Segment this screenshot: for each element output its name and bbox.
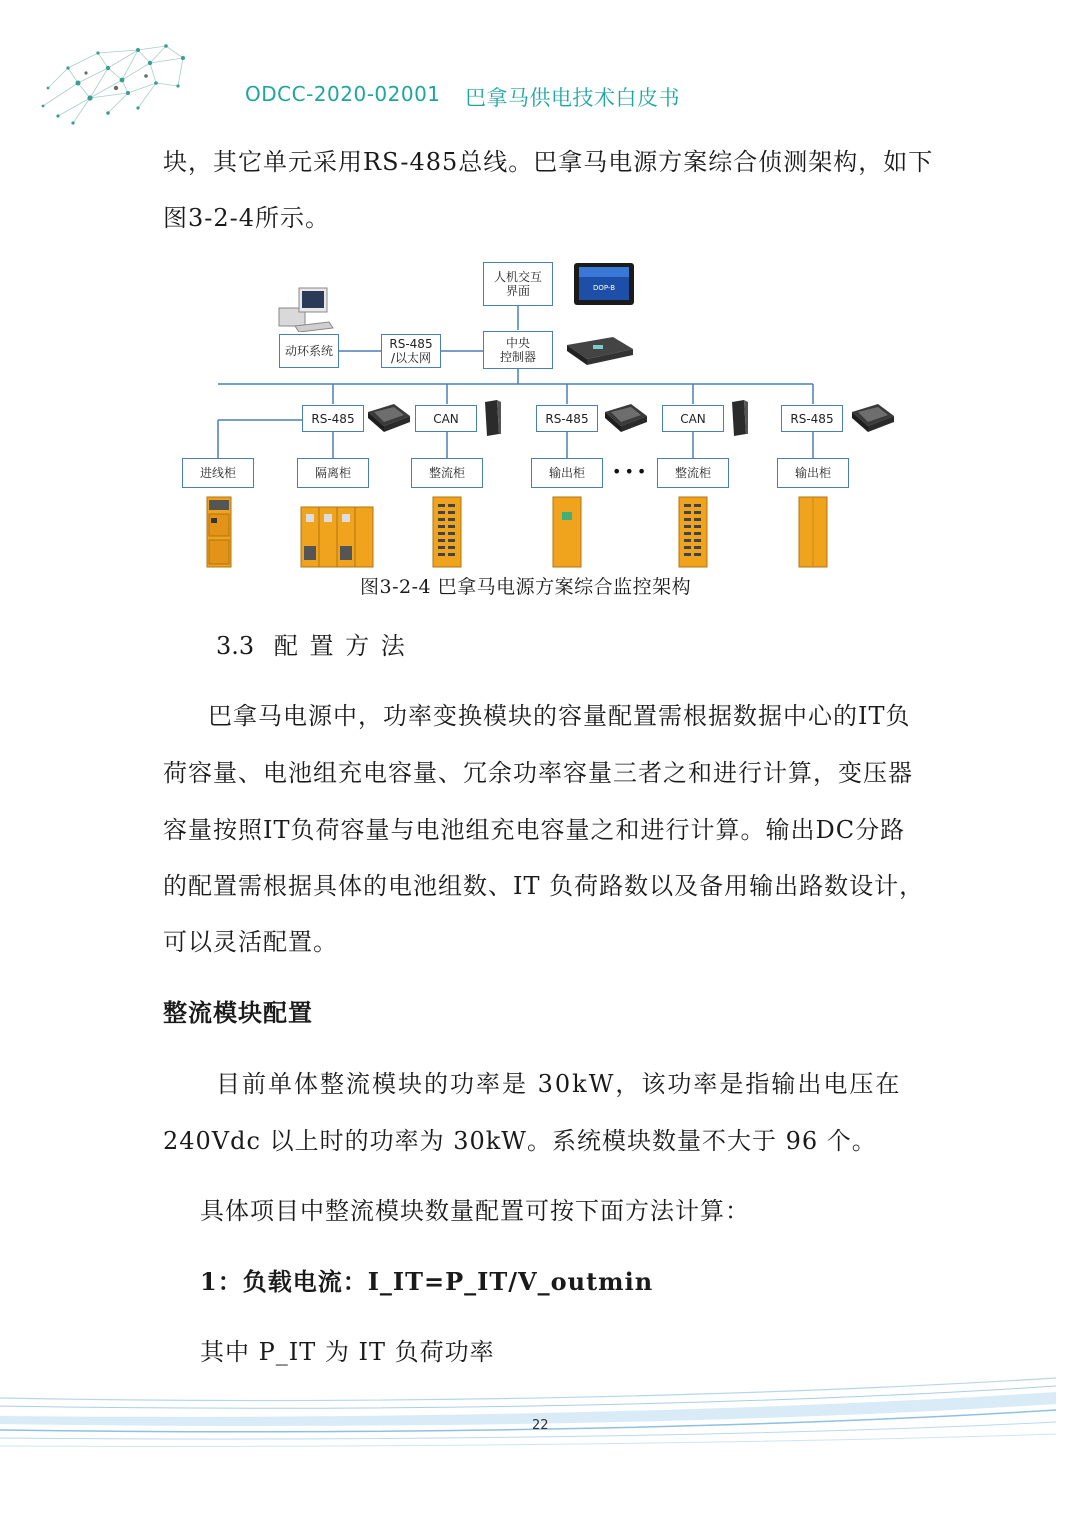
- cabinet-label-isolation: 隔离柜: [297, 458, 369, 488]
- ellipsis-dots: •••: [612, 462, 650, 481]
- cabinet-label-rectifier: 整流柜: [657, 458, 729, 488]
- rectifier-cabinet-image: [678, 496, 708, 568]
- body-para1-line: 的配置需根据具体的电池组数、IT 负荷路数以及备用输出路数设计，: [163, 872, 925, 900]
- body-para1-line: 巴拿马电源中，功率变换模块的容量配置需根据数据中心的IT负: [208, 702, 911, 730]
- intro-line-1: 块，其它单元采用RS-485总线。巴拿马电源方案综合侦测架构，如下: [163, 148, 934, 176]
- rectifier-cabinet-image: [432, 496, 462, 568]
- bus-box-rs485: RS-485: [781, 405, 843, 432]
- rs485-module-icon: [603, 402, 649, 434]
- cabinet-label-incoming: 进线柜: [182, 458, 254, 488]
- computer-icon: [277, 286, 335, 332]
- page-number: 22: [532, 1418, 549, 1433]
- touch-screen-icon: [573, 262, 635, 306]
- body-para2-line: 240Vdc 以上时的功率为 30kW。系统模块数量不大于 96 个。: [163, 1127, 877, 1155]
- bus-box-can: CAN: [415, 405, 477, 432]
- bus-box-can: CAN: [662, 405, 724, 432]
- section-heading: [216, 626, 407, 661]
- rs485-ethernet-box: RS-485 /以太网: [381, 334, 441, 368]
- rs485-module-icon: [850, 402, 896, 434]
- isolation-cabinet-image: [300, 506, 374, 568]
- can-module-icon: [728, 398, 750, 438]
- can-module-icon: [481, 398, 503, 438]
- env-system-box: 动环系统: [279, 334, 339, 368]
- subheading: 整流模块配置: [163, 999, 313, 1027]
- formula: 1：负载电流：I_IT=P_IT/V_outmin: [200, 1267, 654, 1296]
- doc-code: ODCC-2020-02001: [245, 82, 441, 106]
- note: 其中 P_IT 为 IT 负荷功率: [200, 1338, 495, 1366]
- doc-title: 巴拿马供电技术白皮书: [465, 86, 680, 110]
- central-controller-box: 中央 控制器: [483, 331, 553, 369]
- body-para3: 具体项目中整流模块数量配置可按下面方法计算：: [200, 1197, 750, 1225]
- cabinet-label-output: 输出柜: [531, 458, 603, 488]
- cabinet-label-output: 输出柜: [777, 458, 849, 488]
- architecture-diagram: [0, 0, 1080, 600]
- hmi-box: 人机交互 界面: [483, 262, 553, 306]
- cabinet-label-rectifier: 整流柜: [411, 458, 483, 488]
- controller-device-icon: [563, 333, 635, 369]
- output-cabinet-image: [552, 496, 582, 568]
- bus-box-rs485: RS-485: [302, 405, 364, 432]
- rs485-module-icon: [366, 402, 412, 434]
- body-para2-line: 目前单体整流模块的功率是 30kW，该功率是指输出电压在: [216, 1070, 902, 1098]
- body-para1-line: 可以灵活配置。: [163, 928, 338, 956]
- body-para1-line: 容量按照IT负荷容量与电池组充电容量之和进行计算。输出DC分路: [163, 816, 906, 844]
- incoming-cabinet-image: [206, 496, 232, 568]
- bus-box-rs485: RS-485: [536, 405, 598, 432]
- svg-text:DOP-B: DOP-B: [592, 284, 616, 292]
- figure-caption: 图3-2-4 巴拿马电源方案综合监控架构: [360, 576, 692, 598]
- section-number: 3.3: [216, 632, 255, 660]
- intro-line-2: 图3-2-4所示。: [163, 204, 331, 232]
- body-para1-line: 荷容量、电池组充电容量、冗余功率容量三者之和进行计算，变压器: [163, 759, 913, 787]
- output-cabinet-image: [798, 496, 828, 568]
- section-title: 配 置 方 法: [273, 632, 407, 660]
